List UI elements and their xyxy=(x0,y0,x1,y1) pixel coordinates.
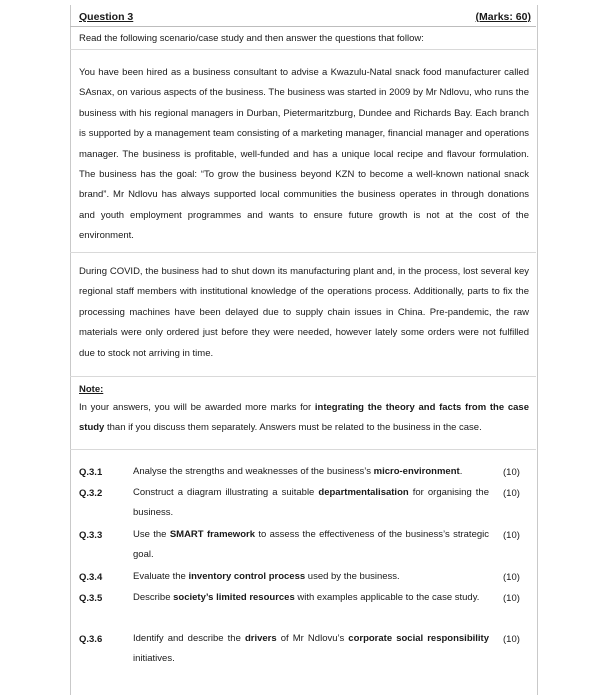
question-number: Q.3.2 xyxy=(79,488,103,499)
question-keyword-2: corporate social responsibility xyxy=(348,633,489,644)
note-text-end: than if you discuss them separately. Answers must be related to the business in the case. xyxy=(104,422,482,434)
case-paragraph-1: You have been hired as a business consultant to advise a Kwazulu-Natal snack food manufacturer called SAsnax, on various aspects of the business. The business was started in 2009 by Mr Ndlovu, who runs the business with his regional managers in Durban, Pietermaritzburg, Dundee and Richards Bay. Each branch is supported by a management team consisting of a marketing manager, financial manager and operations manager. The business is profitable, well-funded and has a unique local recipe and flavour formulation. The business has the goal: “To grow the business beyond KZN to become a well-known national snack brand”. Mr Ndlovu has always supported local communities the business operates in through donations and youth employment programmes and wants to ensure future growth is not at the cost of the environment. xyxy=(79,67,529,242)
note-title: Note: xyxy=(79,384,104,395)
question-number: Q.3.4 xyxy=(79,572,103,583)
question-text-end: with examples applicable to the case study. xyxy=(294,592,480,603)
question-number: Q.3.3 xyxy=(79,530,103,541)
question-keyword: society’s limited resources xyxy=(173,592,295,603)
question-text-start: Construct a diagram illustrating a suitable xyxy=(133,487,319,498)
note-text xyxy=(79,398,529,439)
question-label: Question 3 xyxy=(79,11,134,23)
question-text-middle: of Mr Ndlovu’s xyxy=(276,633,349,644)
header-divider xyxy=(70,26,536,27)
marks-label: (Marks: 60) xyxy=(475,11,531,23)
question-text-start: Evaluate the xyxy=(133,571,189,582)
question-text xyxy=(133,567,489,587)
question-keyword: inventory control process xyxy=(188,571,306,582)
question-text-end: used by the business. xyxy=(305,571,400,582)
divider xyxy=(70,376,536,377)
question-text xyxy=(133,483,489,524)
divider xyxy=(70,49,536,50)
question-text-start: Analyse the strengths and weaknesses of the business’s xyxy=(133,466,374,477)
question-keyword: SMART framework xyxy=(169,529,255,540)
question-marks: (10) xyxy=(503,488,520,499)
divider xyxy=(70,252,536,253)
question-text-end: for organising the business. xyxy=(133,487,489,519)
question-number: Q.3.6 xyxy=(79,634,103,645)
note-text-start: In your answers, you will be awarded more marks for xyxy=(79,402,315,413)
question-text-end: initiatives. xyxy=(133,653,175,665)
question-keyword: drivers xyxy=(244,633,277,644)
question-keyword: micro-environment xyxy=(373,466,460,477)
question-marks: (10) xyxy=(503,467,520,478)
question-text-start: Use the xyxy=(133,529,170,540)
question-marks: (10) xyxy=(503,634,520,645)
question-number: Q.3.5 xyxy=(79,593,103,604)
question-keyword: departmentalisation xyxy=(318,487,409,498)
question-text xyxy=(133,588,489,608)
question-text xyxy=(133,629,489,670)
note-emphasis: integrating the theory and facts from the case study xyxy=(79,402,529,434)
question-marks: (10) xyxy=(503,593,520,604)
question-text-start: Identify and describe the xyxy=(133,633,245,644)
question-text-start: Describe xyxy=(133,592,174,603)
divider xyxy=(70,449,536,450)
case-paragraph-2: During COVID, the business had to shut down its manufacturing plant and, in the process, lost several key regional staff members with institutional knowledge of the operations process. Additionally, parts to fix the processing machines have been delayed due to supply chain issues in China. Pre-pandemic, the raw materials were only ordered just before they were needed, however lately some orders were not fulfilled due to stock not arriving in time. xyxy=(79,266,529,359)
question-text xyxy=(133,462,489,482)
intro-text: Read the following scenario/case study and then answer the questions that follow: xyxy=(79,33,424,44)
question-text xyxy=(133,525,489,566)
question-text-end: to assess the effectiveness of the business’s strategic goal. xyxy=(133,529,489,561)
question-marks: (10) xyxy=(503,572,520,583)
question-header xyxy=(79,11,531,23)
question-text-end: . xyxy=(459,466,463,477)
question-number: Q.3.1 xyxy=(79,467,103,478)
question-marks: (10) xyxy=(503,530,520,541)
